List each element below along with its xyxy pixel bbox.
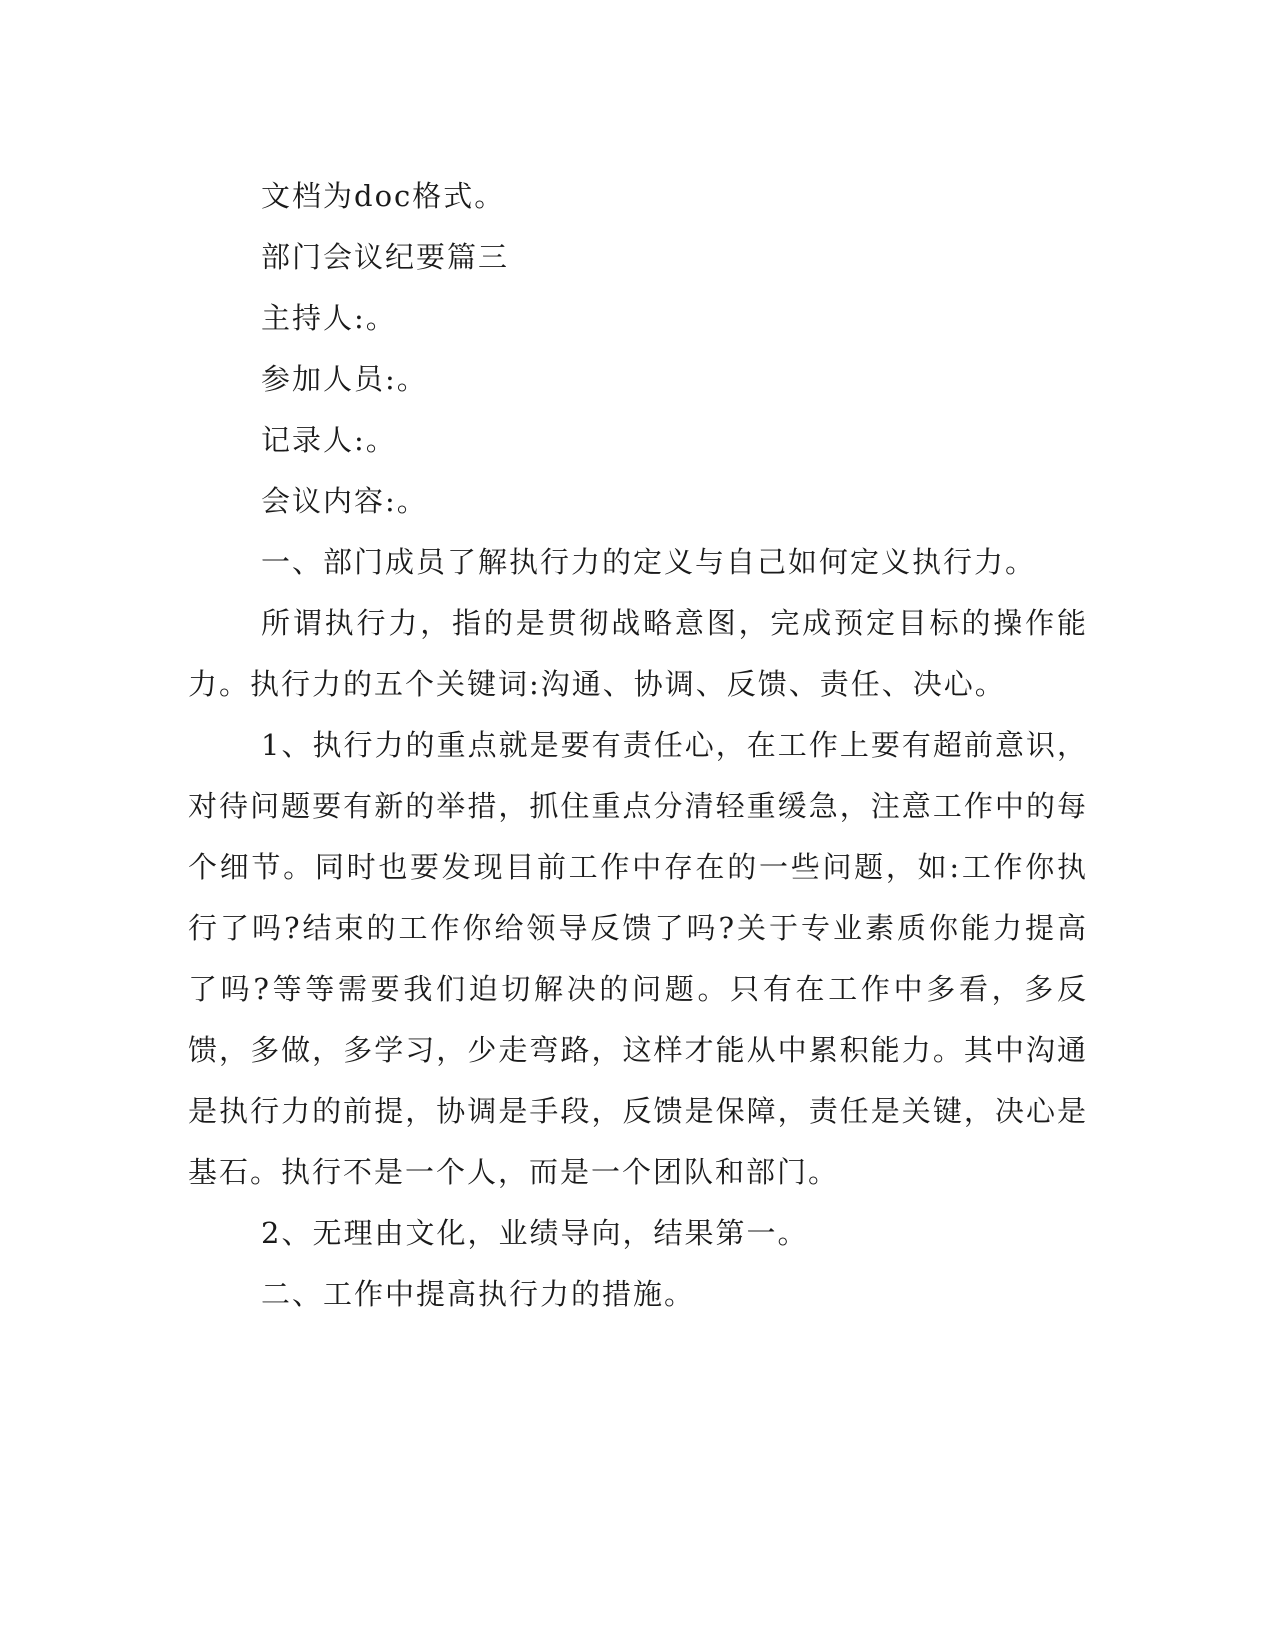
format-note: 文档为doc格式。 (261, 179, 506, 213)
host-field: 主持人:。 (261, 301, 397, 335)
document-title: 部门会议纪要篇三 (261, 240, 510, 274)
execution-definition-paragraph: 所谓执行力，指的是贯彻战略意图，完成预定目标的操作能力。执行力的五个关键词:沟通、协调、反馈、责任、决心。 (188, 606, 1088, 701)
attendees-field: 参加人员:。 (261, 362, 428, 396)
section-two-heading: 二、工作中提高执行力的措施。 (261, 1277, 696, 1311)
recorder-field: 记录人:。 (261, 423, 397, 457)
meeting-content-field: 会议内容:。 (261, 484, 428, 518)
point-one-paragraph: 1、执行力的重点就是要有责任心，在工作上要有超前意识，对待问题要有新的举措，抓住重点分清轻重缓急，注意工作中的每个细节。同时也要发现目前工作中存在的一些问题，如:工作你执行了吗?结束的工作你给领导反馈了吗?关于专业素质你能力提高了吗?等等需要我们迫切解决的问题。只有在工作中多看，多反馈，多做，多学习，少走弯路，这样才能从中累积能力。其中沟通是执行力的前提，协调是手段，反馈是保障，责任是关键，决心是基石。执行不是一个人，而是一个团队和部门。 (188, 728, 1088, 1189)
point-two-paragraph: 2、无理由文化，业绩导向，结果第一。 (261, 1216, 809, 1250)
document-body (188, 166, 1088, 1325)
section-one-heading: 一、部门成员了解执行力的定义与自己如何定义执行力。 (261, 545, 1037, 579)
